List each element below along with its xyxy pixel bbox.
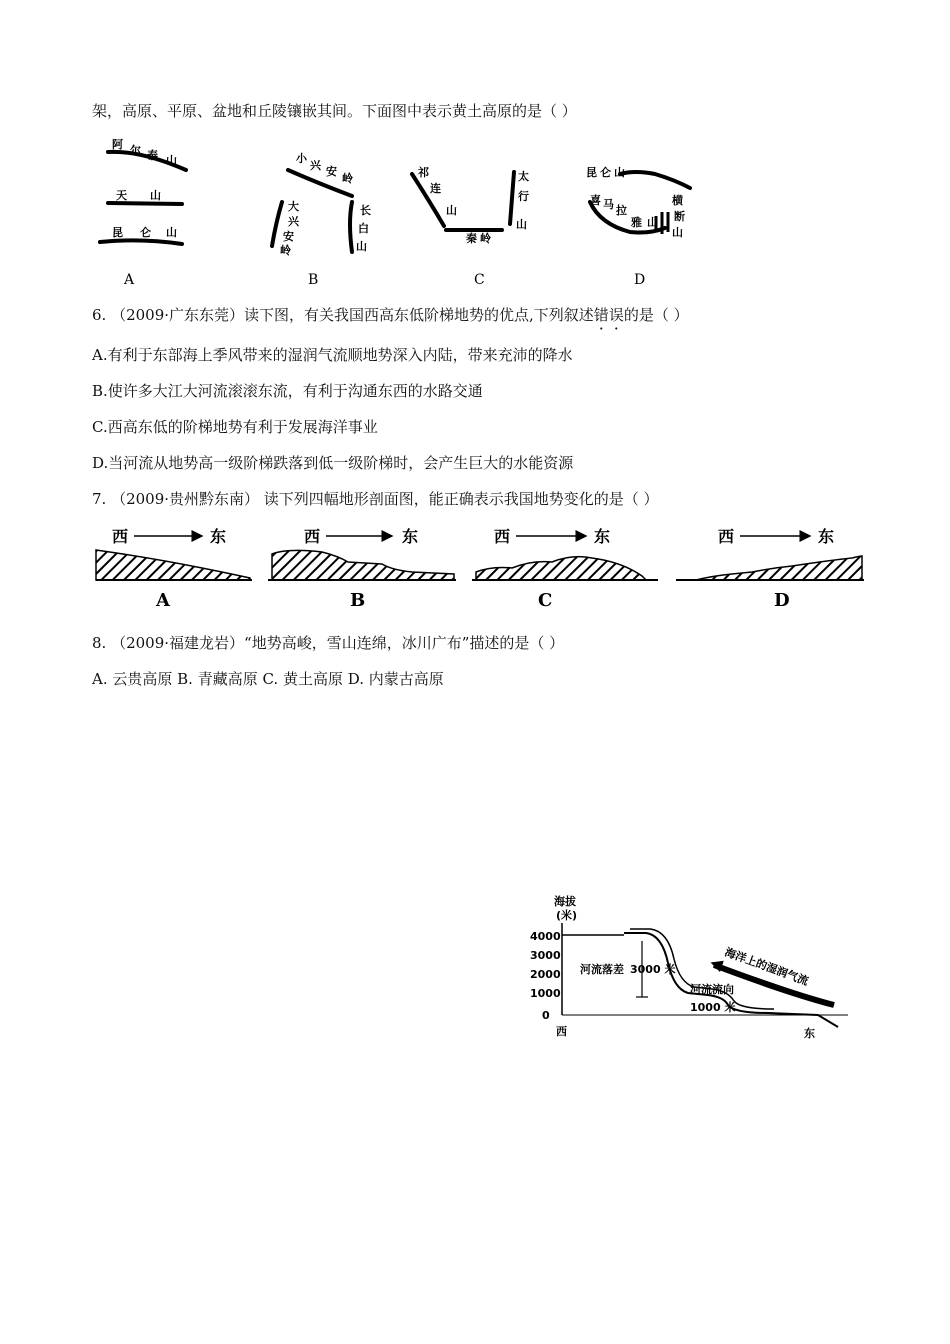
map-d-label: 昆 [586, 166, 597, 179]
map-b-label: 白 [358, 222, 369, 235]
profile-b [268, 527, 456, 611]
map-b-label: 岭 [342, 172, 353, 185]
map-a-label: 昆 [112, 226, 123, 239]
map-b-label: 岭 [280, 244, 291, 257]
profile-letter: B [350, 590, 366, 611]
profile-d [676, 527, 864, 611]
profile-c [472, 527, 658, 611]
daxinganling-stroke [272, 202, 282, 246]
map-b-label: 安 [283, 230, 294, 243]
y-tick: 1000 [530, 987, 561, 1000]
map-c-label: 祁 [418, 166, 429, 179]
map-b-label: 小 [296, 152, 307, 165]
q5-map-figures [90, 132, 710, 292]
map-d-label: 断 [674, 210, 685, 223]
map-d-label: 仑 [600, 166, 611, 179]
profile-shape [696, 556, 862, 580]
map-c-label: 秦 [466, 232, 477, 245]
map-d-caption: D [634, 272, 646, 288]
profile-shape [96, 550, 250, 580]
q6-option-b: B.使许多大江大河流滚滚东流，有利于沟通东西的水路交通 [92, 382, 483, 400]
changbaishan-stroke [350, 202, 352, 252]
y-tick: 0 [542, 1009, 550, 1022]
y-tick: 3000 [530, 949, 561, 962]
map-c-label: 行 [518, 190, 529, 203]
west-label: 西 [556, 1025, 567, 1038]
profile-a [96, 527, 252, 611]
q7-stem: 7. （2009·贵州黔东南） 读下列四幅地形剖面图，能正确表示我国地势变化的是（ ） [92, 490, 659, 508]
map-d-label: 山 [647, 216, 658, 229]
map-c-label: 太 [518, 170, 529, 183]
profile-letter: C [538, 590, 553, 611]
map-a-caption: A [124, 272, 135, 288]
terrain-step-diagram [528, 893, 858, 1043]
map-b-label: 兴 [288, 215, 299, 228]
y-tick: 4000 [530, 930, 561, 943]
east-label: 东 [594, 527, 611, 546]
map-c-label: 山 [516, 218, 527, 231]
east-label: 东 [804, 1027, 815, 1040]
west-label: 西 [304, 527, 321, 546]
drop-label: 河流落差 [580, 963, 624, 976]
map-a-label: 天 [116, 189, 127, 202]
map-b-label: 长 [360, 204, 371, 217]
kunlun-range-stroke [100, 240, 182, 244]
profile-shape [272, 550, 454, 580]
west-label: 西 [718, 527, 735, 546]
map-a-label: 泰 [147, 149, 158, 162]
map-d-label: 喜 [590, 194, 601, 207]
map-d-label: 拉 [616, 204, 627, 217]
east-label: 东 [402, 527, 419, 546]
y-axis-label: 海拔 [554, 895, 576, 908]
map-d-label: 马 [603, 198, 614, 211]
flow-label: 河流流向 [690, 983, 734, 996]
map-c-label: 山 [446, 204, 457, 217]
map-c-caption: C [474, 272, 485, 288]
q6-option-d: D.当河流从地势高一级阶梯跌落到低一级阶梯时，会产生巨大的水能资源 [92, 454, 574, 472]
q8-stem: 8. （2009·福建龙岩）“地势高峻，雪山连绵，冰川广布”描述的是（ ） [92, 634, 565, 652]
map-b-label: 安 [326, 165, 337, 178]
map-a-label: 山 [166, 226, 177, 239]
taihangshan-stroke [510, 172, 514, 224]
map-c [412, 165, 529, 288]
moist-air-label: 海洋上的湿润气流 [722, 945, 811, 988]
tianshan-range-stroke [108, 203, 182, 204]
map-b-label: 大 [288, 200, 299, 213]
map-a-label: 山 [166, 154, 177, 167]
map-d-label: 山 [614, 166, 625, 179]
map-a-label: 尔 [130, 144, 141, 157]
map-c-label: 岭 [480, 232, 491, 245]
map-b-label: 兴 [310, 159, 321, 172]
map-d-label: 横 [672, 194, 683, 207]
q6-emphasis-char: 错 [593, 306, 609, 324]
profile-letter: D [774, 590, 790, 611]
map-b [272, 151, 371, 288]
q6-option-c: C.西高东低的阶梯地势有利于发展海洋事业 [92, 418, 378, 436]
map-d-label: 山 [672, 226, 683, 239]
y-axis-unit: (米) [556, 909, 578, 922]
q6-option-a: A.有利于东部海上季风带来的湿润气流顺地势深入内陆，带来充沛的降水 [92, 346, 573, 364]
q5-stem-tail: 架，高原、平原、盆地和丘陵镶嵌其间。下面图中表示黄土高原的是（ ） [92, 102, 577, 120]
map-a-label: 阿 [112, 138, 123, 151]
q6-emphasis-char: 误 [608, 306, 624, 324]
map-b-caption: B [308, 272, 319, 288]
profile-letter: A [156, 590, 170, 611]
west-label: 西 [494, 527, 511, 546]
west-label: 西 [112, 527, 129, 546]
map-a-label: 山 [150, 189, 161, 202]
east-label: 东 [210, 527, 227, 546]
low-elevation-label: 1000 米 [690, 1001, 736, 1014]
profile-shape [476, 557, 646, 580]
kunlun-range-stroke-d [620, 172, 690, 188]
q7-profile-figures [92, 520, 872, 616]
y-tick: 2000 [530, 968, 561, 981]
q6-stem-part: 6. （2009·广东东莞）读下图，有关我国西高东低阶梯地势的优点,下列叙述 [92, 306, 594, 324]
q6-stem [92, 305, 689, 325]
map-a [100, 137, 186, 288]
map-d-label: 雅 [631, 216, 642, 229]
q6-stem-part: 的是（ ） [623, 306, 689, 324]
east-label: 东 [818, 527, 835, 546]
q8-options: A. 云贵高原 B. 青藏高原 C. 黄土高原 D. 内蒙古高原 [92, 670, 444, 688]
map-a-label: 仑 [140, 226, 151, 239]
map-d [586, 165, 690, 288]
drop-value: 3000 米 [630, 963, 676, 976]
map-b-label: 山 [356, 240, 367, 253]
map-c-label: 连 [430, 182, 441, 195]
